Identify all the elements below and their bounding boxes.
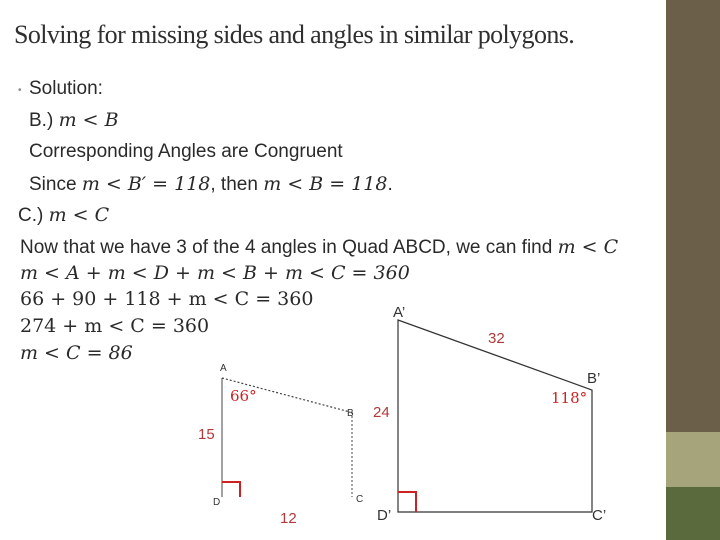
small-side-ad-length: 15 <box>198 426 215 443</box>
large-side-left-length: 24 <box>373 404 390 421</box>
large-right-angle-mark <box>398 492 416 512</box>
part-b-prefix: B.) <box>29 110 59 131</box>
small-angle-a: 66° <box>230 387 257 405</box>
equation-2: 66 + 90 + 118 + m < C = 360 <box>20 288 314 310</box>
small-right-angle-mark <box>222 482 240 497</box>
large-angle-b: 118° <box>551 389 588 407</box>
part-b-math: m < B <box>58 109 119 131</box>
part-c-math: m < C <box>48 204 110 226</box>
equation-4: m < C = 86 <box>20 342 133 364</box>
since-end: . <box>387 174 393 195</box>
large-label-d: D’ <box>377 507 392 524</box>
bullet-icon: • <box>18 85 22 96</box>
slide-title: Solving for missing sides and angles in similar polygons. <box>14 20 575 49</box>
large-label-c: C’ <box>592 507 607 524</box>
since-math-2: m < B = 118 <box>263 173 388 195</box>
equation-1: m < A + m < D + m < B + m < C = 360 <box>20 262 410 284</box>
large-quad-outline <box>398 320 592 512</box>
solution-heading: Solution: <box>29 78 103 99</box>
small-label-a: A <box>220 363 227 374</box>
large-label-b: B’ <box>587 370 601 387</box>
since-mid: , then <box>210 174 264 195</box>
large-label-a: A’ <box>393 304 406 321</box>
since-prefix: Since <box>29 174 82 195</box>
equation-3: 274 + m < C = 360 <box>20 315 210 337</box>
now-text: Now that we have 3 of the 4 angles in Quad ABCD, we can find <box>20 237 558 258</box>
large-side-ab-length: 32 <box>488 330 505 347</box>
part-c-prefix: C.) <box>18 205 49 226</box>
large-quadrilateral <box>373 304 606 524</box>
small-label-b: B <box>347 408 354 419</box>
small-side-dc-length: 12 <box>280 510 297 527</box>
now-math: m < C <box>557 236 619 258</box>
small-quadrilateral <box>198 363 363 527</box>
corresponding-angles-line: Corresponding Angles are Congruent <box>29 141 343 162</box>
since-math-1: m < B′ = 118 <box>81 173 211 195</box>
small-label-c: C <box>356 494 364 505</box>
small-label-d: D <box>213 497 221 508</box>
